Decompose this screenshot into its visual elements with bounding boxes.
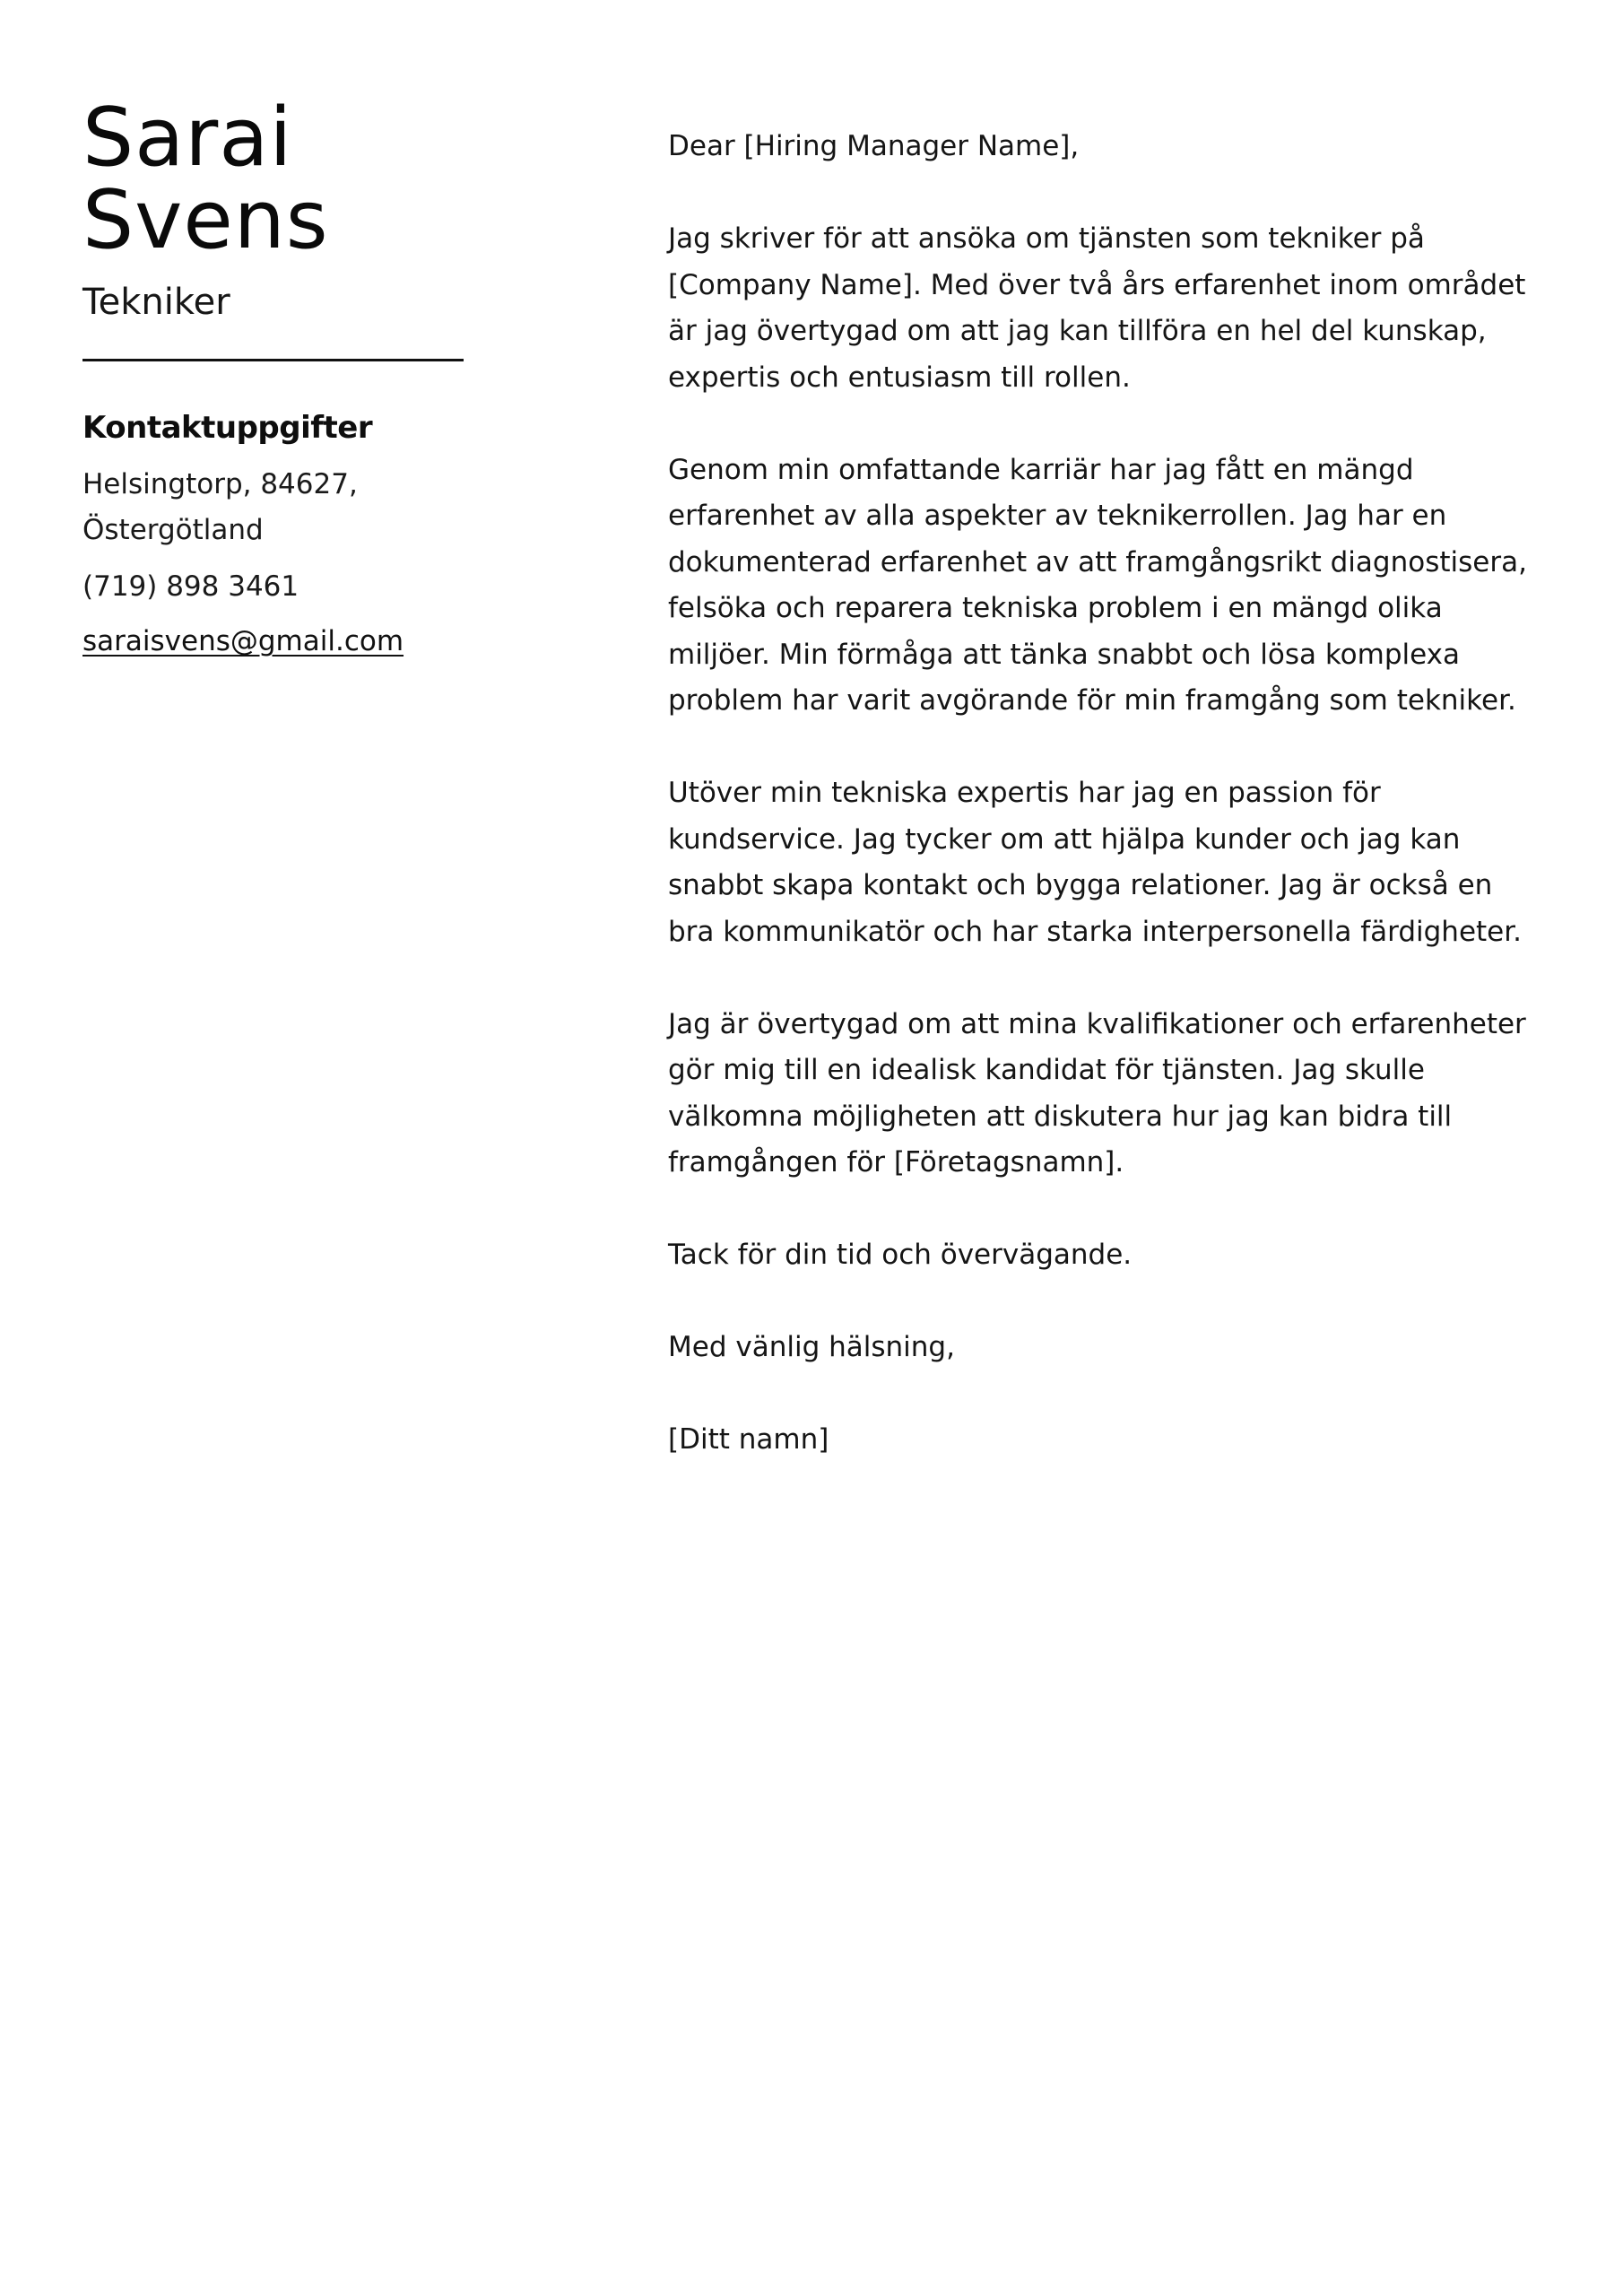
divider: [82, 359, 464, 361]
paragraph-conclusion: Jag är övertygad om att mina kvalifikationer och erfarenheter gör mig till en idealisk kandidat för tjänsten. Jag skulle välkomna möjligheten att diskutera hur jag kan bidra till framgången för [Företagsnamn].: [668, 1007, 1526, 1178]
email-link[interactable]: saraisvens@gmail.com: [82, 625, 404, 657]
signature: [Ditt namn]: [668, 1423, 829, 1456]
first-name: Sarai: [82, 91, 293, 185]
paragraph-intro: Jag skriver för att ansöka om tjänsten som tekniker på [Company Name]. Med över två års erfarenhet inom området är jag övertygad om att jag kan tillföra en hel del kunskap, expertis och entusiasm till rollen.: [668, 222, 1526, 394]
applicant-name: [82, 91, 513, 267]
closing-thanks: Tack för din tid och övervägande.: [668, 1239, 1133, 1271]
letter-body: [668, 124, 1529, 1509]
greeting: Dear [Hiring Manager Name],: [668, 130, 1080, 162]
phone-number: (719) 898 3461: [82, 570, 299, 603]
address-line-2: Östergötland: [82, 514, 264, 546]
address-line-1: Helsingtorp, 84627,: [82, 468, 358, 500]
paragraph-customer-service: Utöver min tekniska expertis har jag en passion för kundservice. Jag tycker om att hjälpa kunder och jag kan snabbt skapa kontakt och bygga relationer. Jag är också en bra kommunikatör och har starka interpersonella färdigheter.: [668, 777, 1522, 948]
contact-heading: Kontaktuppgifter: [82, 410, 373, 446]
job-title: Tekniker: [82, 282, 230, 323]
closing-salutation: Med vänlig hälsning,: [668, 1331, 955, 1363]
address: [82, 462, 513, 553]
sidebar: [82, 91, 513, 665]
last-name: Svens: [82, 173, 329, 267]
paragraph-experience: Genom min omfattande karriär har jag fått en mängd erfarenhet av alla aspekter av teknikerrollen. Jag har en dokumenterad erfarenhet av att framgångsrikt diagnostisera, felsöka och reparera tekniska problem i en mängd olika miljöer. Min förmåga att tänka snabbt och lösa komplexa problem har varit avgörande för min framgång som tekniker.: [668, 453, 1527, 717]
